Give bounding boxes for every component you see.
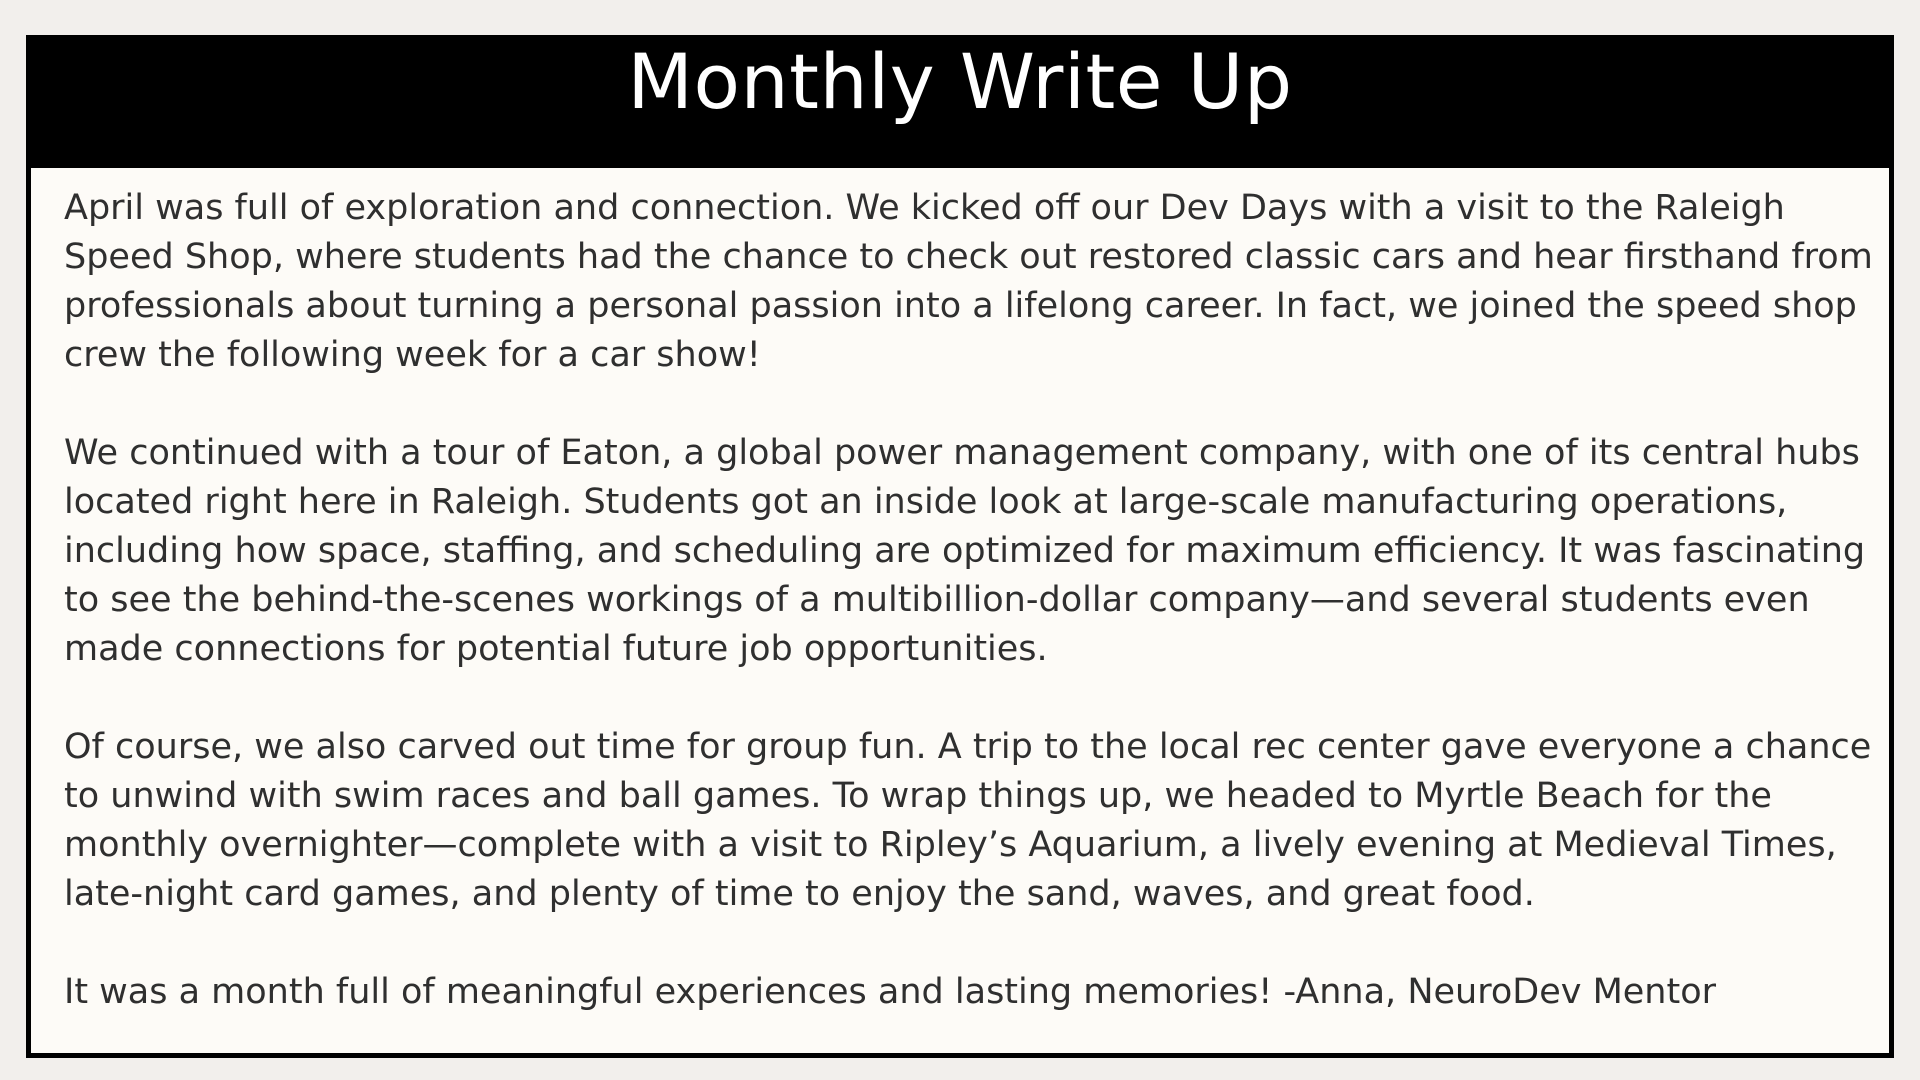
page-title: Monthly Write Up — [627, 36, 1293, 126]
write-up-body — [64, 184, 1874, 1017]
paragraph-eaton-tour: We continued with a tour of Eaton, a global power management company, with one of its central hubs located right here in Raleigh. Students got an inside look at large-scale manufacturing operations, including how space, staffing, and scheduling are optimized for maximum efficiency. It was fascinating to see the behind-the-scenes workings of a multibillion-dollar company—and several students even made connections for potential future job opportunities. — [64, 433, 1866, 669]
paragraph-april-dev-days: April was full of exploration and connection. We kicked off our Dev Days with a visit to the Raleigh Speed Shop, where students had the chance to check out restored classic cars and hear firsthand from professionals about turning a personal passion into a lifelong career. In fact, we joined the speed shop crew the following week for a car show! — [64, 188, 1873, 375]
paragraph-sign-off: It was a month full of meaningful experiences and lasting memories! -Anna, NeuroDev Mentor — [64, 972, 1717, 1012]
paragraph-group-fun: Of course, we also carved out time for group fun. A trip to the local rec center gave everyone a chance to unwind with swim races and ball games. To wrap things up, we headed to Myrtle Beach for the monthly overnighter—complete with a visit to Ripley’s Aquarium, a lively evening at Medieval Times, late-night card games, and plenty of time to enjoy the sand, waves, and great food. — [64, 727, 1872, 914]
title-bar — [31, 36, 1889, 168]
write-up-card — [26, 35, 1894, 1058]
